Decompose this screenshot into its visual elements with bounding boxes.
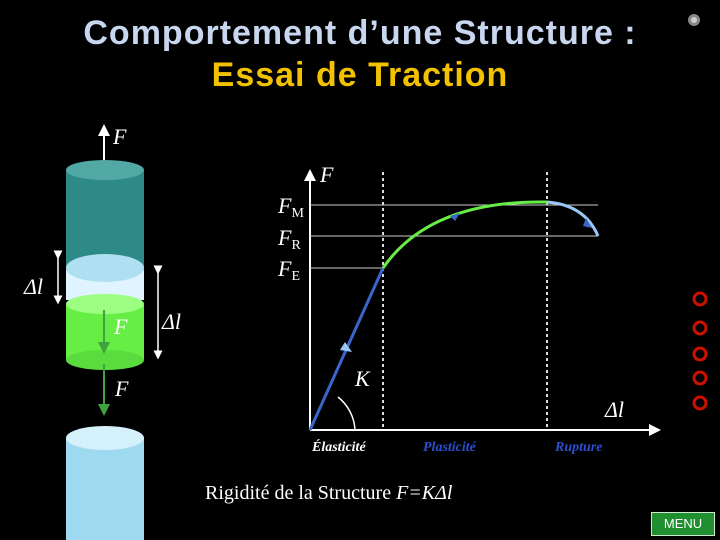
slope-angle-arc (338, 397, 355, 430)
slope-label: K (355, 366, 370, 391)
force-label-top: F (113, 124, 127, 149)
dl-label-right: Δl (162, 309, 182, 334)
zone-plasticity: Plasticité (423, 440, 476, 455)
y-axis-label: F (320, 162, 334, 187)
band-ellipse (66, 254, 144, 282)
title-line2: Essai de Traction (211, 56, 509, 94)
title-line1: Comportement d’une Structure : (83, 14, 637, 52)
force-label-mid: F (114, 314, 128, 339)
force-label-bottom: F (115, 376, 129, 401)
nav-dot-4[interactable] (694, 372, 706, 384)
nav-dot-2[interactable] (694, 322, 706, 334)
nav-dot-3[interactable] (694, 348, 706, 360)
nav-dot-5[interactable] (694, 397, 706, 409)
stiffness-caption: Rigidité de la Structure F=KΔl (205, 482, 453, 504)
zone-elasticity: Élasticité (312, 440, 366, 455)
lower-specimen (66, 426, 144, 540)
nav-dots (694, 293, 706, 409)
bolt-icon (688, 14, 700, 26)
plastic-curve (383, 202, 547, 268)
fm-label: $F_M$ (278, 193, 304, 221)
nav-dot-1[interactable] (694, 293, 706, 305)
dl-label-left: Δl (24, 274, 44, 299)
upper-specimen (58, 130, 158, 410)
cylinder-top (66, 160, 144, 180)
rupture-curve (547, 202, 598, 236)
menu-button[interactable]: MENU (651, 512, 715, 536)
x-axis-label: Δl (605, 397, 625, 422)
fr-label: $F_R$ (278, 225, 301, 253)
lower-cylinder-top (66, 426, 144, 450)
lower-cylinder-body (66, 438, 144, 540)
fe-label: $F_E$ (278, 256, 301, 284)
zone-rupture: Rupture (555, 440, 603, 455)
